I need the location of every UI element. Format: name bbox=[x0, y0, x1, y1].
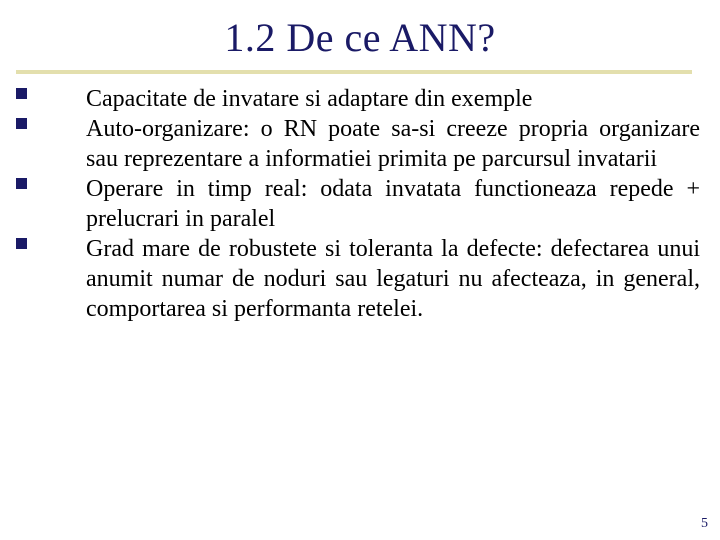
bullet-text: Operare in timp real: odata invatata functioneaza repede + prelucrari in paralel bbox=[86, 176, 700, 232]
bullet-list bbox=[16, 84, 700, 324]
bullet-item bbox=[16, 234, 700, 324]
square-bullet-icon bbox=[16, 118, 27, 129]
square-bullet-icon bbox=[16, 178, 27, 189]
title-divider bbox=[16, 70, 692, 74]
bullet-text: Capacitate de invatare si adaptare din exemple bbox=[86, 86, 533, 112]
square-bullet-icon bbox=[16, 88, 27, 99]
bullet-item bbox=[16, 84, 700, 114]
bullet-item bbox=[16, 114, 700, 174]
slide-title: 1.2 De ce ANN? bbox=[224, 15, 496, 60]
bullet-text: Grad mare de robustete si toleranta la defecte: defectarea unui anumit numar de noduri sau legaturi nu afecteaza, in general, comportarea si performanta retelei. bbox=[86, 236, 700, 322]
bullet-item bbox=[16, 174, 700, 234]
page-number: 5 bbox=[701, 516, 708, 531]
bullet-text: Auto-organizare: o RN poate sa-si creeze propria organizare sau reprezentare a informatiei primita pe parcursul invatarii bbox=[86, 116, 700, 172]
square-bullet-icon bbox=[16, 238, 27, 249]
